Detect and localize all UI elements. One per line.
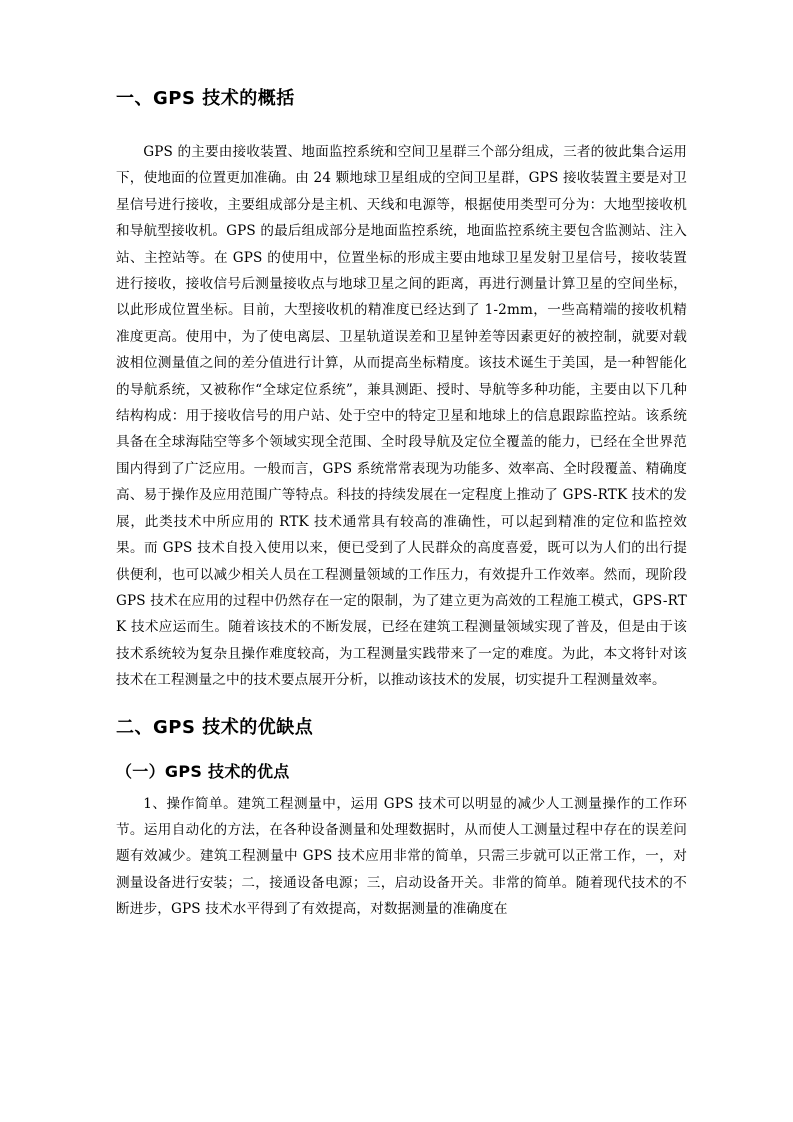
spacer (116, 742, 687, 759)
page-content (116, 85, 687, 923)
subsection-heading-advantages: （一）GPS 技术的优点 (116, 761, 290, 781)
spacer (116, 694, 687, 714)
section-heading-overview: 一、GPS 技术的概括 (116, 88, 295, 109)
paragraph-overview: GPS 的主要由接收装置、地面监控系统和空间卫星群三个部分组成，三者的彼此集合运用下，使地面的位置更加准确。由 24 颗地球卫星组成的空间卫星群，GPS 接收装置主要是对卫星信号进行接收，主要组成部分是主机、天线和电源等，根据使用类型可分为：大地型接收机和导航型接收机。GPS 的最后组成部分是地面监控系统，地面监控系统主要包含监测站、注入站、主控站等。在 GPS 的使用中，位置坐标的形成主要由地球卫星发射卫星信号，接收装置进行接收，接收信号后测量接收点与地球卫星之间的距离，再进行测量计算卫星的空间坐标，以此形成位置坐标。目前，大型接收机的精准度已经达到了 1-2mm，一些高精端的接收机精准度更高。使用中，为了使电离层、卫星轨道误差和卫星钟差等因素更好的被控制，就要对载波相位测量值之间的差分值进行计算，从而提高坐标精度。该技术诞生于美国，是一种智能化的导航系统，又被称作“全球定位系统”，兼具测距、授时、导航等多种功能，主要由以下几种结构构成：用于接收信号的用户站、处于空中的特定卫星和地球上的信息跟踪监控站。该系统具备在全球海陆空等多个领域实现全范围、全时段导航及定位全覆盖的能力，已经在全世界范围内得到了广泛应用。一般而言，GPS 系统常常表现为功能多、效率高、全时段覆盖、精确度高、易于操作及应用范围广等特点。科技的持续发展在一定程度上推动了 GPS-RTK 技术的发展，此类技术中所应用的 RTK 技术通常具有较高的准确性，可以起到精准的定位和监控效果。而 GPS 技术自投入使用以来，便已受到了人民群众的高度喜爱，既可以为人们的出行提供便利，也可以减少相关人员在工程测量领域的工作压力，有效提升工作效率。然而，现阶段 GPS 技术在应用的过程中仍然存在一定的限制，为了建立更为高效的工程施工模式，GPS-RTK 技术应运而生。随着该技术的不断发展，已经在建筑工程测量领域实现了普及，但是由于该技术系统较为复杂且操作难度较高，为工程测量实践带来了一定的难度。为此，本文将针对该技术在工程测量之中的技术要点展开分析，以推动该技术的发展，切实提升工程测量效率。 (116, 144, 687, 689)
paragraph-advantages: 1、操作简单。建筑工程测量中，运用 GPS 技术可以明显的减少人工测量操作的工作环节。运用自动化的方法，在各种设备测量和处理数据时，从而使人工测量过程中存在的误差问题有效减少。建筑工程测量中 GPS 技术应用非常的简单，只需三步就可以正常工作，一，对测量设备进行安装；二，接通设备电源；三，启动设备开关。非常的简单。随着现代技术的不断进步，GPS 技术水平得到了有效提高，对数据测量的准确度在 (116, 795, 687, 918)
spacer (116, 113, 687, 139)
section-heading-pros-cons: 二、GPS 技术的优缺点 (116, 716, 314, 738)
